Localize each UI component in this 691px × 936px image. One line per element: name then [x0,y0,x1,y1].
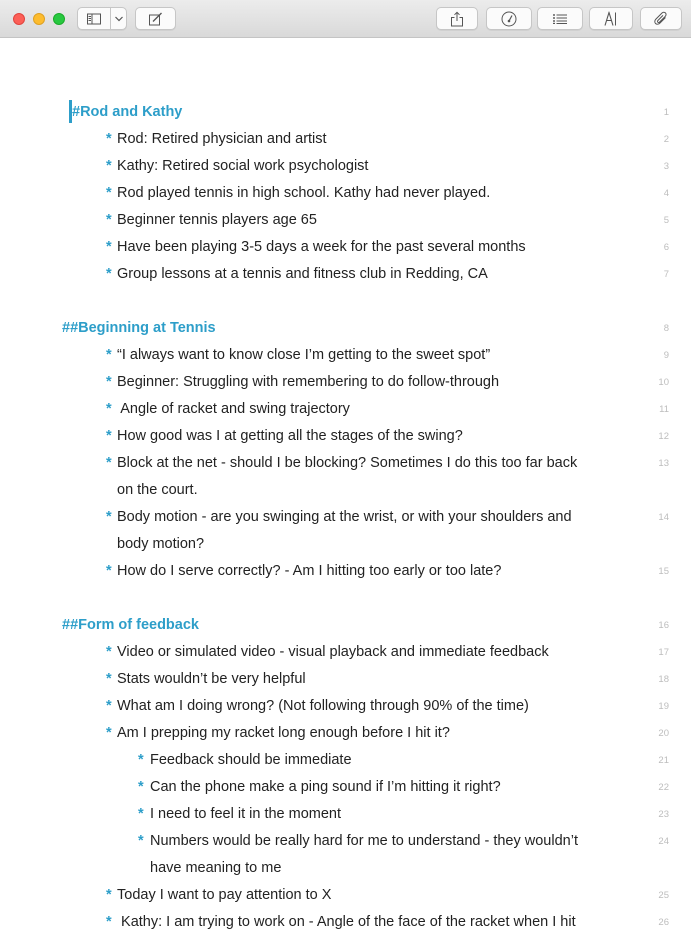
line-number: 24 [658,836,669,847]
line-text: Feedback should be immediate [150,752,352,768]
zoom-window-button[interactable] [53,13,65,25]
line-text: Am I prepping my racket long enough before I hit it? [117,725,450,741]
text-line[interactable] [0,126,691,153]
text-line[interactable] [0,774,691,801]
bullet-marker: * [106,455,112,471]
line-text: Today I want to pay attention to X [117,887,332,903]
bullet-marker: * [106,698,112,714]
text-line[interactable] [0,342,691,369]
text-line[interactable] [0,801,691,828]
statistics-button[interactable] [486,7,532,30]
line-number: 18 [658,674,669,685]
bullet-marker: * [106,401,112,417]
line-number: 12 [658,431,669,442]
line-text: on the court. [117,482,198,498]
line-text: Rod played tennis in high school. Kathy had never played. [117,185,491,201]
text-line[interactable] [0,504,691,531]
bullet-marker: * [106,914,112,930]
bullet-marker: * [106,212,112,228]
line-text: Video or simulated video - visual playback and immediate feedback [117,644,549,660]
line-number: 19 [658,701,669,712]
text-line[interactable] [0,180,691,207]
text-line[interactable] [0,855,691,882]
empty-line[interactable] [0,288,691,315]
markup-button[interactable] [589,7,633,30]
bullet-marker: * [106,509,112,525]
text-line[interactable] [0,747,691,774]
bullet-marker: * [106,239,112,255]
line-number: 25 [658,890,669,901]
bullet-marker: * [138,833,144,849]
text-line[interactable] [0,369,691,396]
text-line[interactable] [0,153,691,180]
bullet-marker: * [106,131,112,147]
line-text: “I always want to know close I’m getting to the sweet spot” [117,347,491,363]
bullet-marker: * [106,158,112,174]
text-line[interactable] [0,477,691,504]
new-sheet-button[interactable] [135,7,176,30]
text-line[interactable] [0,882,691,909]
share-icon [451,11,463,26]
line-number: 11 [659,404,669,415]
line-number: 5 [663,215,669,226]
text-line[interactable] [0,828,691,855]
bullet-marker: * [106,374,112,390]
line-number: 13 [658,458,669,469]
text-line[interactable] [0,558,691,585]
heading-line[interactable] [0,315,691,342]
line-text: Kathy: Retired social work psychologist [117,158,369,174]
bullet-marker: * [106,887,112,903]
bullet-marker: * [106,428,112,444]
line-number: 4 [663,188,669,199]
line-text: Block at the net - should I be blocking? Sometimes I do this too far back [117,455,578,471]
text-line[interactable] [0,720,691,747]
paperclip-icon [654,11,668,26]
text-line[interactable] [0,639,691,666]
text-line[interactable] [0,450,691,477]
line-number: 22 [658,782,669,793]
bullet-marker: * [106,185,112,201]
line-number: 9 [663,350,669,361]
text-line[interactable] [0,531,691,558]
bullet-marker: * [106,725,112,741]
line-text: I need to feel it in the moment [150,806,342,822]
font-icon [604,11,618,26]
bullet-marker: * [106,266,112,282]
line-number: 6 [663,242,669,253]
line-text: Stats wouldn’t be very helpful [117,671,306,687]
bullet-marker: * [106,347,112,363]
line-number: 14 [658,512,669,523]
line-number: 2 [663,134,669,145]
navigation-button[interactable] [537,7,583,30]
line-text: Angle of racket and swing trajectory [117,401,350,417]
text-line[interactable] [0,423,691,450]
line-text: Rod: Retired physician and artist [117,131,327,147]
text-line[interactable] [0,909,691,936]
line-number: 20 [658,728,669,739]
heading-text: ##Form of feedback [62,617,199,633]
text-line[interactable] [0,207,691,234]
text-line[interactable] [0,693,691,720]
line-text: Beginner: Struggling with remembering to do follow-through [117,374,500,390]
line-number: 7 [663,269,669,280]
line-number: 3 [663,161,669,172]
bullet-marker: * [138,752,144,768]
text-line[interactable] [0,261,691,288]
empty-line[interactable] [0,585,691,612]
heading-text: #Rod and Kathy [72,104,183,120]
sidebar-menu-button[interactable] [111,8,126,29]
text-line[interactable] [0,234,691,261]
line-text: Beginner tennis players age 65 [117,212,317,228]
sidebar-toggle-group [77,7,127,30]
line-text: Can the phone make a ping sound if I’m hitting it right? [150,779,501,795]
line-text: How do I serve correctly? - Am I hitting too early or too late? [117,563,502,579]
heading-line[interactable] [0,99,691,126]
minimize-window-button[interactable] [33,13,45,25]
line-number: 8 [663,323,669,334]
list-icon [553,14,567,24]
bullet-marker: * [106,671,112,687]
line-number: 26 [658,917,669,928]
line-text: How good was I at getting all the stages of the swing? [117,428,463,444]
line-text: Have been playing 3-5 days a week for the past several months [117,239,526,255]
line-number: 17 [658,647,669,658]
attachments-button[interactable] [640,7,682,30]
line-text: Numbers would be really hard for me to understand - they wouldn’t [150,833,578,849]
line-text: Kathy: I am trying to work on - Angle of the face of the racket when I hit [117,914,576,930]
bullet-marker: * [138,806,144,822]
sidebar-icon [87,13,101,24]
line-number: 15 [658,566,669,577]
gauge-icon [501,11,517,27]
line-text: What am I doing wrong? (Not following through 90% of the time) [117,698,529,714]
line-text: Body motion - are you swinging at the wrist, or with your shoulders and [117,509,572,525]
text-line[interactable] [0,666,691,693]
sidebar-toggle-button[interactable] [78,8,110,29]
heading-line[interactable] [0,612,691,639]
sheet-editor[interactable] [0,38,691,929]
text-line[interactable] [0,396,691,423]
line-number: 1 [663,107,669,118]
line-text: body motion? [117,536,205,552]
line-number: 23 [658,809,669,820]
line-text: have meaning to me [150,860,282,876]
line-number: 10 [658,377,669,388]
share-button[interactable] [436,7,478,30]
close-window-button[interactable] [13,13,25,25]
heading-text: ##Beginning at Tennis [62,320,216,336]
line-text: Group lessons at a tennis and fitness club in Redding, CA [117,266,488,282]
compose-icon [149,12,163,25]
line-number: 21 [658,755,669,766]
bullet-marker: * [106,644,112,660]
line-number: 16 [658,620,669,631]
window-toolbar [0,0,691,38]
bullet-marker: * [138,779,144,795]
chevron-down-icon [115,16,123,21]
bullet-marker: * [106,563,112,579]
